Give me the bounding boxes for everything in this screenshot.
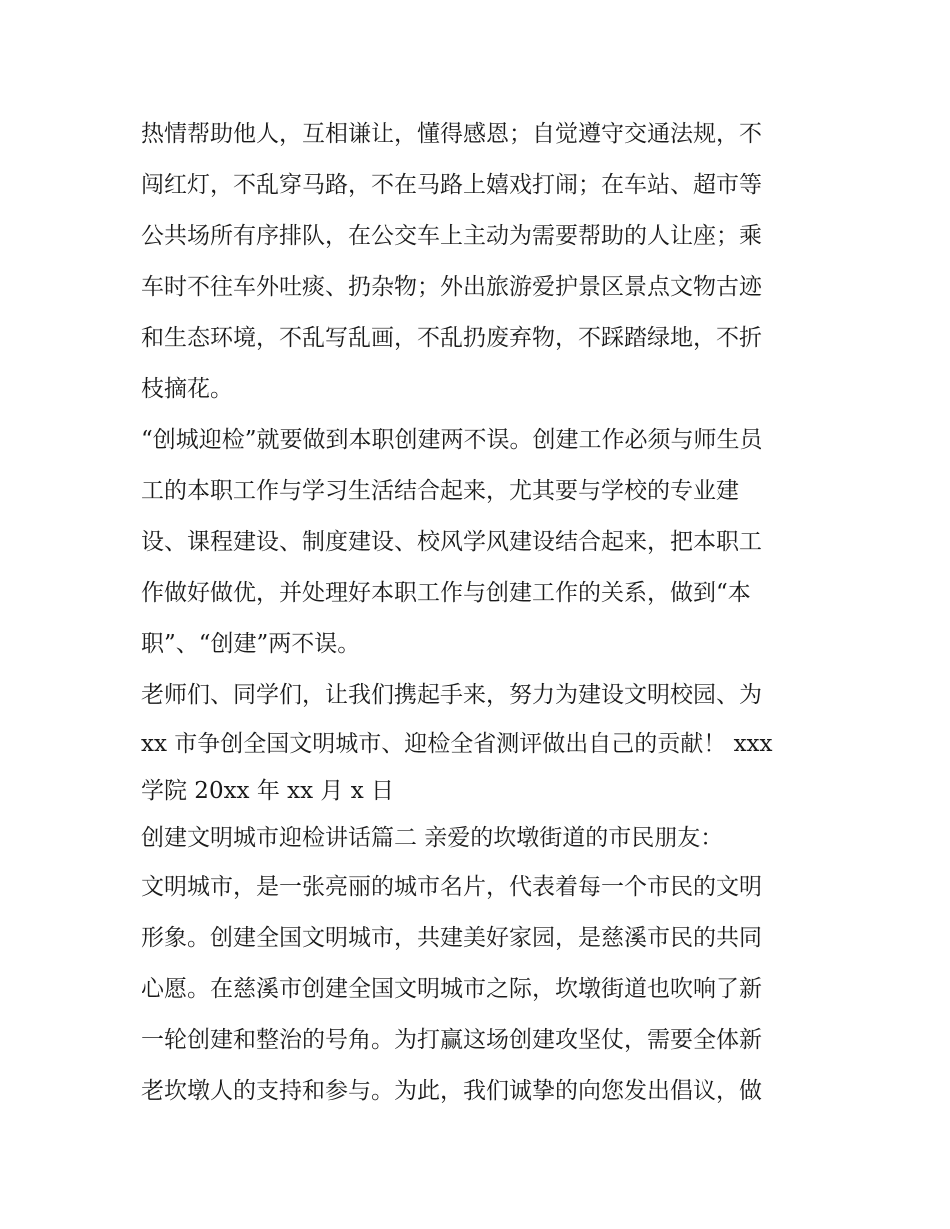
text-line: 和生态环境，不乱写乱画，不乱扔废弃物，不踩踏绿地，不折 — [141, 325, 762, 351]
text-line: 老坎墩人的支持和参与。为此，我们诚挚的向您发出倡议，做 — [141, 1078, 762, 1104]
text-line: 学院 20xx 年 xx 月 x 日 — [141, 778, 394, 804]
text-line: 心愿。在慈溪市创建全国文明城市之际，坎墩街道也吹响了新 — [141, 976, 762, 1002]
document-body — [141, 109, 821, 1117]
text-line: 公共场所有序排队，在公交车上主动为需要帮助的人让座；乘 — [141, 223, 762, 249]
text-line: 工的本职工作与学习生活结合起来，尤其要与学校的专业建 — [141, 478, 739, 504]
text-line: 闯红灯，不乱穿马路，不在马路上嬉戏打闹；在车站、超市等 — [141, 172, 762, 198]
text-line: 车时不往车外吐痰、扔杂物；外出旅游爱护景区景点文物古迹 — [141, 274, 762, 300]
text-line: 形象。创建全国文明城市，共建美好家园，是慈溪市民的共同 — [141, 925, 762, 951]
text-line: 一轮创建和整治的号角。为打赢这场创建攻坚仗，需要全体新 — [141, 1027, 762, 1053]
text-line: 热情帮助他人，互相谦让，懂得感恩；自觉遵守交通法规，不 — [141, 121, 762, 147]
text-line: 老师们、同学们，让我们携起手来，努力为建设文明校园、为 — [141, 682, 762, 708]
text-line: xx 市争创全国文明城市、迎检全省测评做出自己的贡献！ xxx — [141, 731, 773, 757]
text-line: 创建文明城市迎检讲话篇二 亲爱的坎墩街道的市民朋友： — [141, 825, 724, 851]
text-line: “创城迎检”就要做到本职创建两不误。创建工作必须与师生员 — [141, 427, 763, 453]
text-line: 枝摘花。 — [141, 376, 233, 402]
text-line: 作做好做优，并处理好本职工作与创建工作的关系，做到“本 — [141, 580, 751, 606]
text-line: 文明城市，是一张亮丽的城市名片，代表着每一个市民的文明 — [141, 874, 762, 900]
text-line: 职”、“创建”两不误。 — [141, 631, 361, 657]
text-line: 设、课程建设、制度建设、校风学风建设结合起来，把本职工 — [141, 529, 762, 555]
